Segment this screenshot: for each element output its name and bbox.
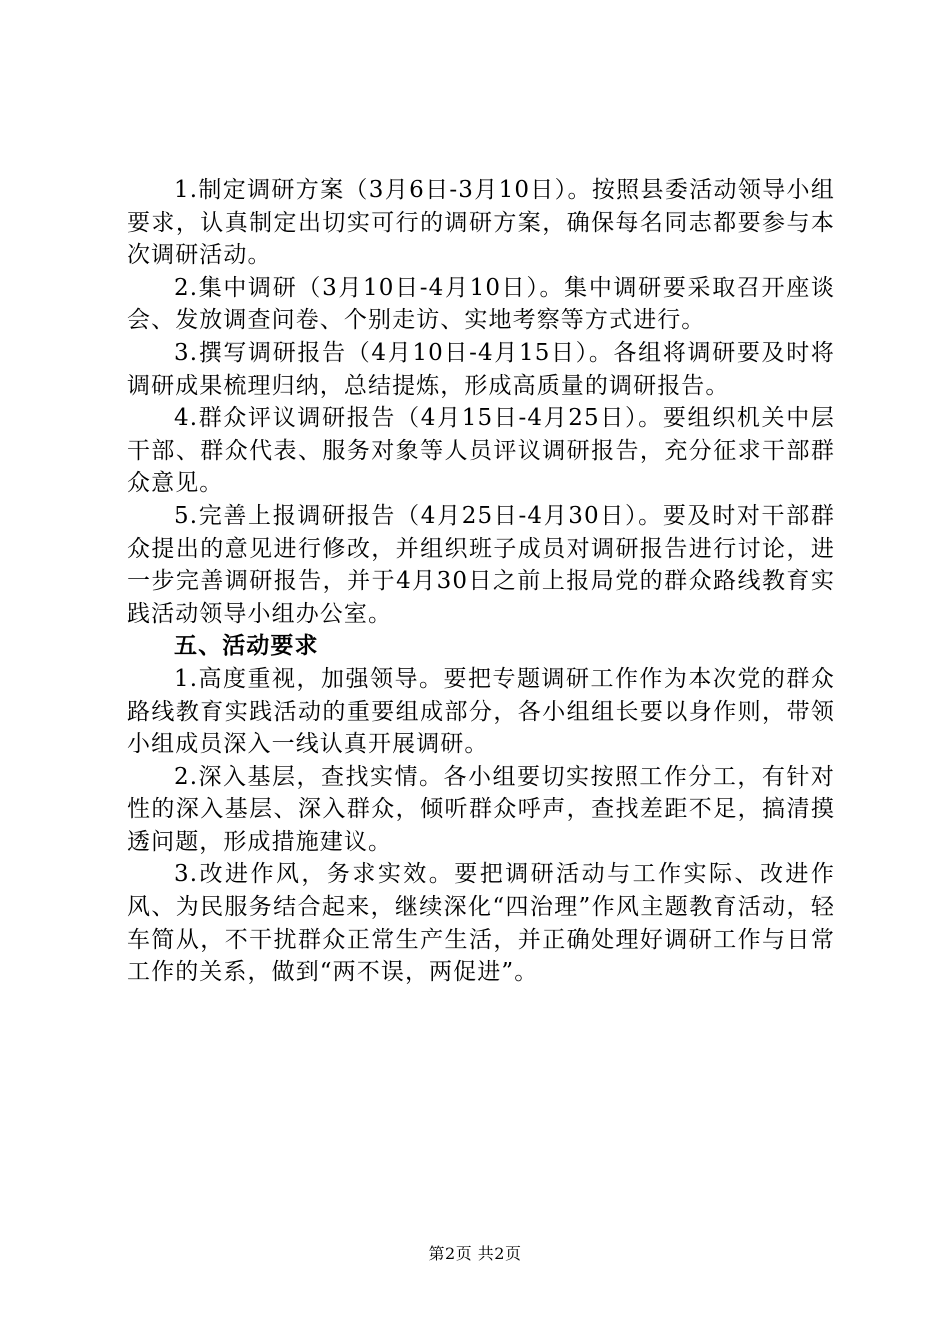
paragraph-focused-research: 2.集中调研（3月10日-4月10日）。集中调研要采取召开座谈会、发放调查问卷、个别走访、实地考察等方式进行。: [127, 274, 835, 334]
paragraph-public-review: 4.群众评议调研报告（4月15日-4月25日）。要组织机关中层干部、群众代表、服务对象等人员评议调研报告，充分征求干部群众意见。: [127, 405, 835, 497]
paragraph-requirement-2: 2.深入基层，查找实情。各小组要切实按照工作分工，有针对性的深入基层、深入群众，倾听群众呼声，查找差距不足，搞清摸透问题，形成措施建议。: [127, 763, 835, 855]
section-heading: 五、活动要求: [174, 633, 319, 660]
paragraph-finalize-report: 5.完善上报调研报告（4月25日-4月30日）。要及时对干部群众提出的意见进行修改，并组织班子成员对调研报告进行讨论，进一步完善调研报告，并于4月30日之前上报局党的群众路线教育实践活动领导小组办公室。: [127, 502, 835, 627]
page-footer: 第2页 共2页: [428, 1244, 522, 1263]
paragraph-requirement-3: 3.改进作风，务求实效。要把调研活动与工作实际、改进作风、为民服务结合起来，继续深化“四治理”作风主题教育活动，轻车简从，不干扰群众正常生产生活，并正确处理好调研工作与日常工作的关系，做到“两不误，两促进”。: [127, 861, 835, 986]
paragraph-write-report: 3.撰写调研报告（4月10日-4月15日）。各组将调研要及时将调研成果梳理归纳，总结提炼，形成高质量的调研报告。: [127, 339, 835, 399]
paragraph-plan: 1.制定调研方案（3月6日-3月10日）。按照县委活动领导小组要求，认真制定出切实可行的调研方案，确保每名同志都要参与本次调研活动。: [127, 177, 835, 269]
document-body: [127, 174, 835, 989]
paragraph-requirement-1: 1.高度重视，加强领导。要把专题调研工作作为本次党的群众路线教育实践活动的重要组成部分，各小组组长要以身作则，带领小组成员深入一线认真开展调研。: [127, 665, 835, 758]
